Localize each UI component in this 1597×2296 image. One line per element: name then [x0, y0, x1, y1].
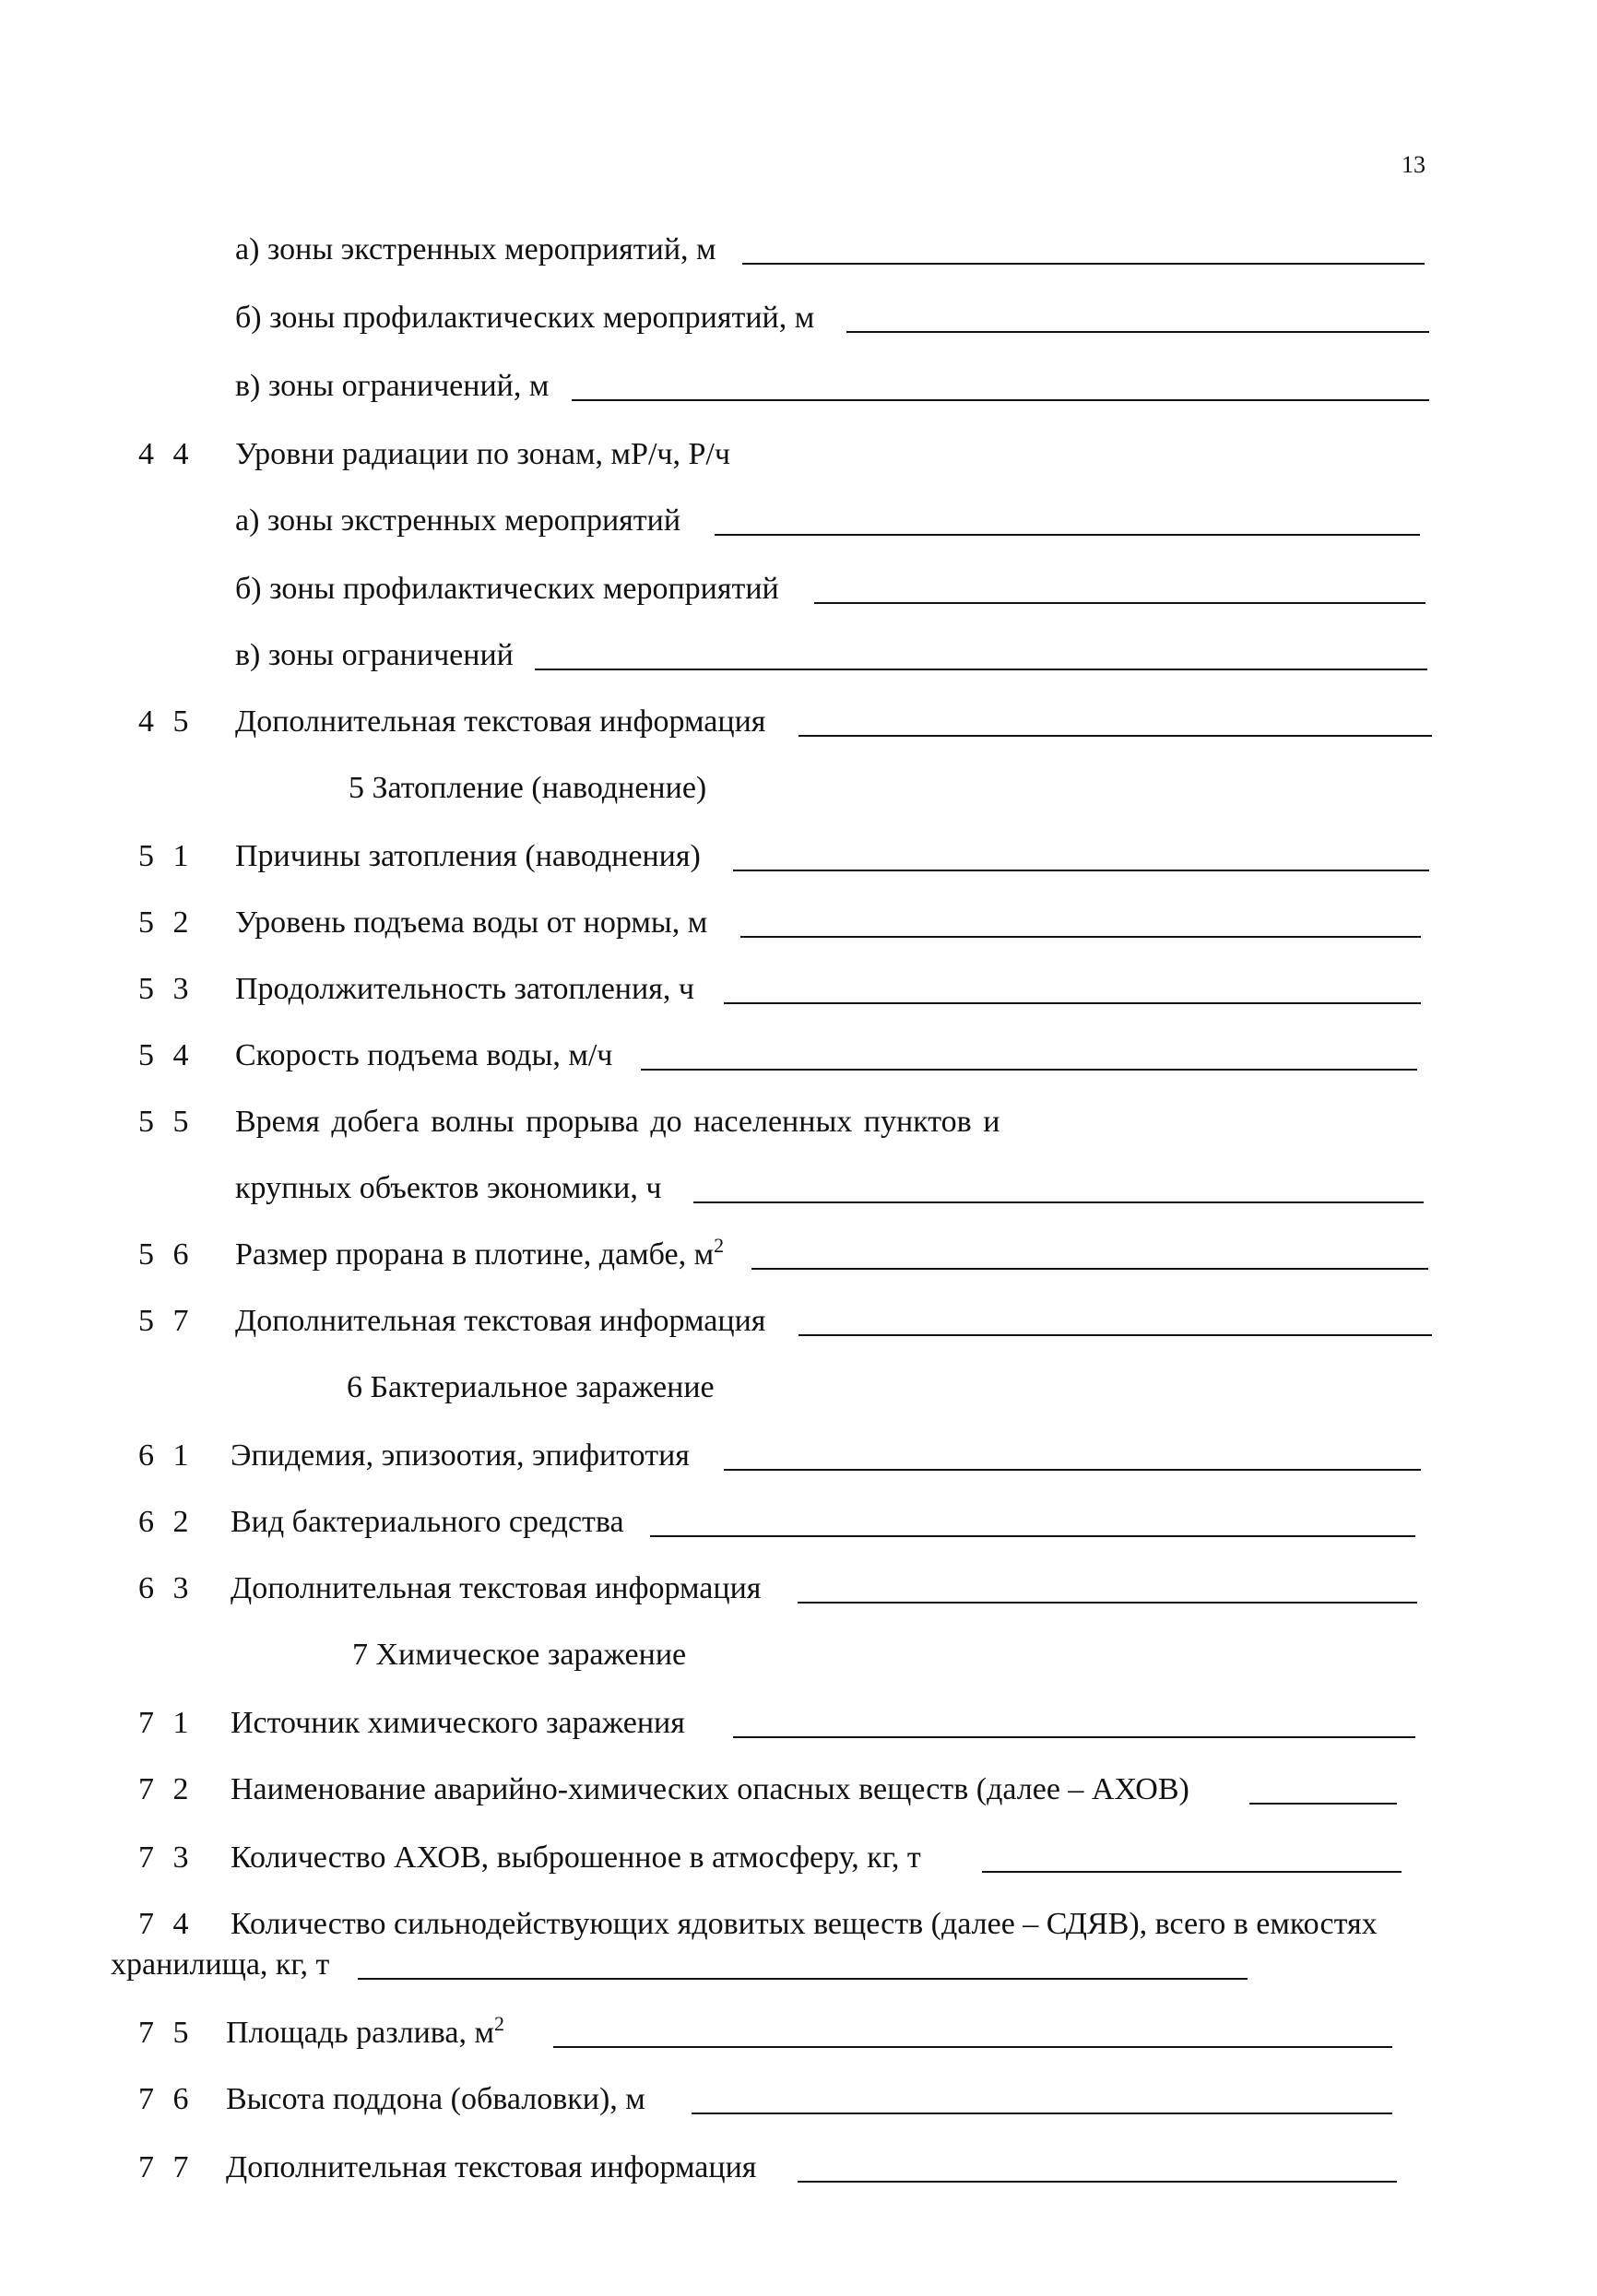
item-label: а) зоны экстренных мероприятий, м [235, 232, 716, 266]
fill-in-blank[interactable] [798, 735, 1432, 737]
item-label: Продолжительность затопления, ч [235, 972, 694, 1006]
item-label [235, 1232, 724, 1278]
fill-in-blank[interactable] [641, 1069, 1417, 1071]
fill-in-blank[interactable] [715, 534, 1420, 536]
item-label: Уровни радиации по зонам, мР/ч, Р/ч [235, 437, 730, 471]
item-number: 7 5 [138, 2016, 195, 2050]
fill-in-blank[interactable] [733, 1736, 1415, 1738]
list-item [0, 1099, 1597, 1145]
item-label: а) зоны экстренных мероприятий [235, 503, 681, 538]
item-label-line-1: Время добега волны прорыва до населенных пунктов и [235, 1105, 1000, 1139]
section-heading [0, 1365, 1597, 1411]
list-item [0, 1901, 1597, 1947]
section-heading [0, 765, 1597, 811]
superscript: 2 [714, 1234, 725, 1257]
item-label: Эпидемия, эпизоотия, эпифитотия [231, 1438, 690, 1473]
section-heading [0, 1632, 1597, 1678]
item-number: 7 2 [138, 1772, 195, 1806]
fill-in-blank[interactable] [650, 1535, 1415, 1537]
item-label: в) зоны ограничений, м [235, 369, 550, 403]
fill-in-blank[interactable] [724, 1002, 1421, 1004]
item-label: Высота поддона (обваловки), м [226, 2082, 645, 2116]
item-label: Количество АХОВ, выброшенное в атмосферу, кг, т [231, 1840, 921, 1875]
list-item [0, 1835, 1597, 1881]
item-number: 4 5 [138, 704, 195, 739]
list-item [0, 1499, 1597, 1545]
list-item [0, 498, 1597, 544]
list-item [0, 432, 1597, 478]
item-label: Причины затопления (наводнения) [235, 839, 701, 873]
fill-in-blank[interactable] [814, 602, 1425, 604]
item-number: 5 2 [138, 905, 195, 940]
item-number: 6 2 [138, 1505, 195, 1539]
item-label-line-1: Количество сильнодействующих ядовитых веществ (далее – СДЯВ), всего в емкостях [231, 1907, 1378, 1941]
list-item [0, 2077, 1597, 2123]
item-label: Дополнительная текстовая информация [231, 1571, 762, 1605]
item-number: 7 3 [138, 1840, 195, 1875]
item-label: б) зоны профилактических мероприятий [235, 572, 779, 606]
item-label [226, 2010, 504, 2056]
fill-in-blank[interactable] [692, 2113, 1392, 2114]
item-label-line-2: крупных объектов экономики, ч [235, 1171, 662, 1205]
list-item-continuation [0, 1166, 1597, 1212]
item-label: Вид бактериального средства [231, 1505, 624, 1539]
item-label-line-2: хранилища, кг, т [111, 1947, 330, 1982]
item-number: 5 3 [138, 972, 195, 1006]
section-title: 7 Химическое заражение [352, 1638, 687, 1672]
fill-in-blank[interactable] [1249, 1803, 1397, 1805]
list-item [0, 1700, 1597, 1746]
fill-in-blank[interactable] [553, 2046, 1392, 2048]
item-number: 7 7 [138, 2150, 195, 2184]
fill-in-blank[interactable] [535, 669, 1427, 670]
list-item [0, 1033, 1597, 1079]
fill-in-blank[interactable] [751, 1268, 1428, 1270]
item-label: Источник химического заражения [231, 1706, 685, 1740]
list-item [0, 633, 1597, 679]
item-number: 6 1 [138, 1438, 195, 1473]
fill-in-blank[interactable] [798, 2181, 1397, 2183]
list-item [0, 1298, 1597, 1344]
list-item [0, 295, 1597, 341]
item-label: Дополнительная текстовая информация [235, 704, 766, 739]
fill-in-blank[interactable] [733, 870, 1429, 871]
fill-in-blank[interactable] [798, 1334, 1432, 1336]
item-number: 7 4 [138, 1907, 195, 1941]
item-number: 7 6 [138, 2082, 195, 2116]
item-number: 6 3 [138, 1571, 195, 1605]
fill-in-blank[interactable] [693, 1201, 1424, 1203]
list-item [0, 900, 1597, 946]
section-title: 5 Затопление (наводнение) [349, 771, 707, 805]
item-label: Дополнительная текстовая информация [226, 2150, 757, 2184]
item-label-text: Размер прорана в плотине, дамбе, м [235, 1237, 715, 1272]
list-item [0, 2145, 1597, 2191]
item-label: б) зоны профилактических мероприятий, м [235, 301, 815, 335]
item-number: 5 1 [138, 839, 195, 873]
fill-in-blank[interactable] [358, 1978, 1248, 1980]
item-label: Уровень подъема воды от нормы, м [235, 905, 708, 940]
list-item [0, 699, 1597, 745]
item-number: 5 7 [138, 1304, 195, 1338]
list-item [0, 1767, 1597, 1813]
list-item [0, 1433, 1597, 1479]
list-item [0, 1566, 1597, 1612]
fill-in-blank[interactable] [740, 936, 1421, 938]
item-label: Наименование аварийно-химических опасных веществ (далее – АХОВ) [231, 1772, 1189, 1806]
fill-in-blank[interactable] [742, 263, 1425, 265]
item-label-text: Площадь разлива, м [226, 2016, 494, 2050]
item-label: в) зоны ограничений [235, 638, 514, 672]
list-item [0, 834, 1597, 880]
list-item-continuation [0, 1942, 1597, 1988]
page-number: 13 [1402, 151, 1425, 178]
section-title: 6 Бактериальное заражение [347, 1370, 715, 1404]
list-item [0, 966, 1597, 1012]
item-label: Дополнительная текстовая информация [235, 1304, 766, 1338]
superscript: 2 [494, 2012, 504, 2035]
item-number: 5 5 [138, 1105, 195, 1139]
item-number: 4 4 [138, 437, 195, 471]
list-item [0, 227, 1597, 273]
list-item [0, 2010, 1597, 2056]
fill-in-blank[interactable] [982, 1871, 1402, 1873]
fill-in-blank[interactable] [724, 1469, 1421, 1471]
list-item [0, 566, 1597, 612]
item-number: 5 6 [138, 1237, 195, 1272]
list-item [0, 1232, 1597, 1278]
item-label: Скорость подъема воды, м/ч [235, 1038, 613, 1072]
item-number: 5 4 [138, 1038, 195, 1072]
list-item [0, 363, 1597, 409]
fill-in-blank[interactable] [798, 1602, 1417, 1604]
item-number: 7 1 [138, 1706, 195, 1740]
fill-in-blank[interactable] [572, 399, 1429, 401]
fill-in-blank[interactable] [846, 331, 1429, 333]
